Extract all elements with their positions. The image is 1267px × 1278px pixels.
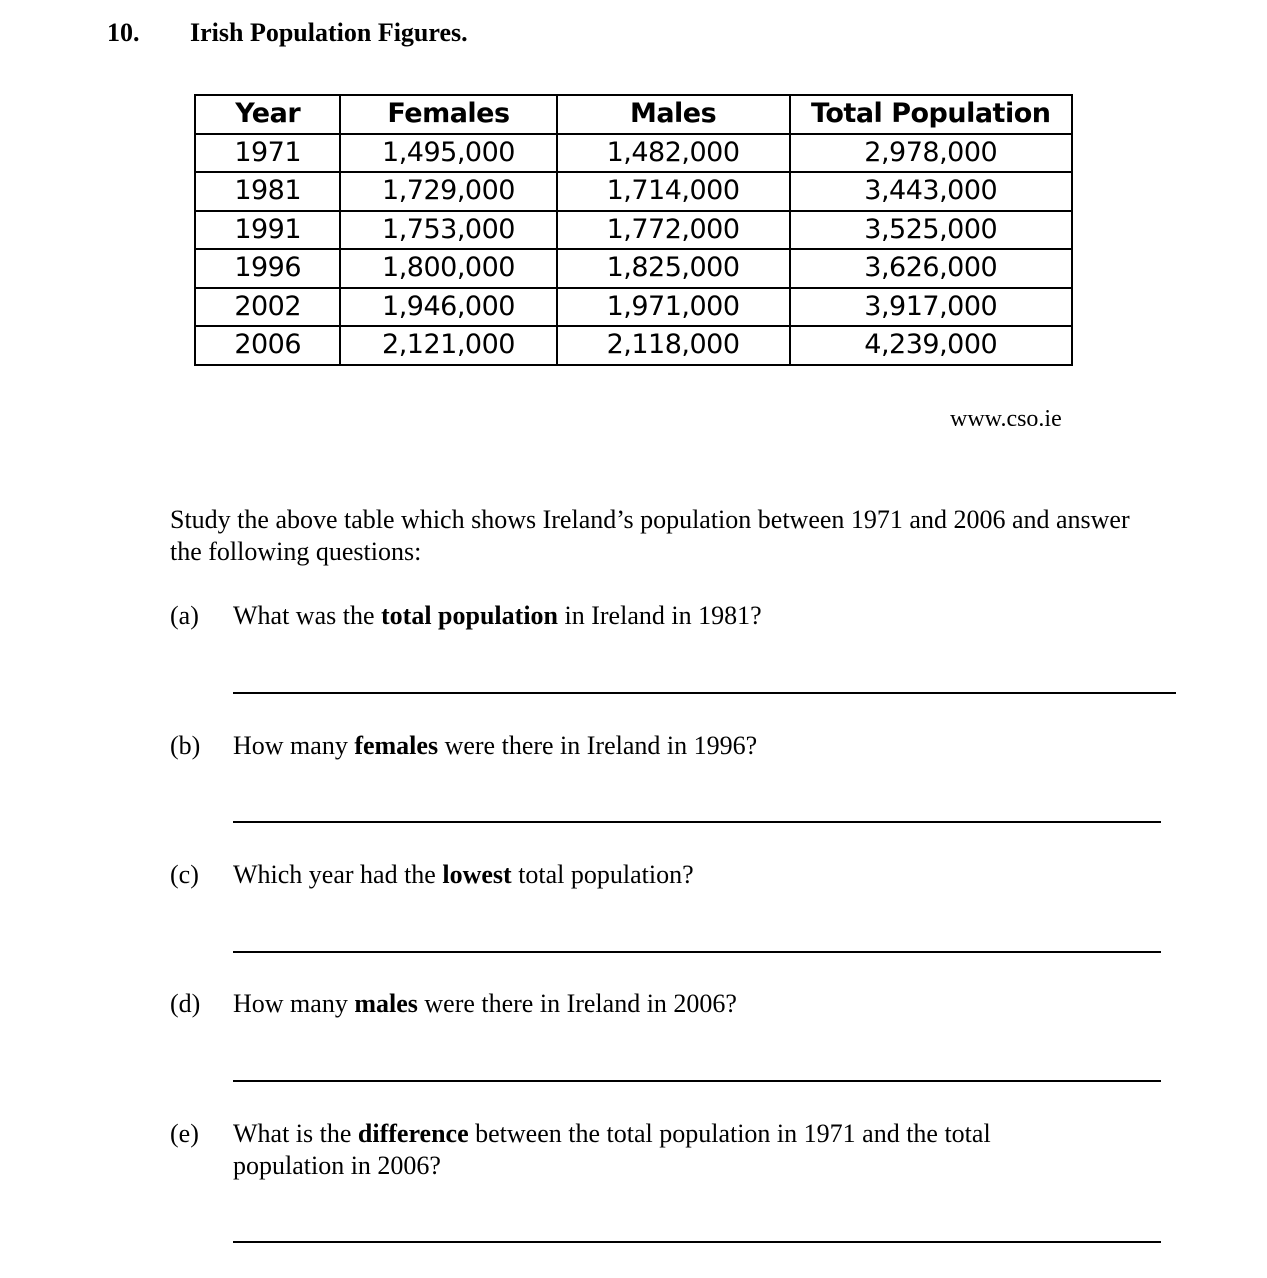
cell-males: 1,482,000 [557, 134, 790, 173]
subquestion-label: (c) [170, 860, 199, 889]
question-title: Irish Population Figures. [190, 18, 468, 47]
cell-females: 1,729,000 [340, 172, 556, 211]
cell-females: 1,753,000 [340, 211, 556, 250]
cell-year: 1981 [195, 172, 340, 211]
cell-females: 2,121,000 [340, 326, 556, 365]
subquestion-label: (e) [170, 1119, 199, 1148]
text-emphasis: lowest [442, 860, 512, 889]
cell-year: 1996 [195, 249, 340, 288]
source-citation: www.cso.ie [950, 406, 1062, 432]
cell-males: 1,772,000 [557, 211, 790, 250]
cell-males: 1,971,000 [557, 288, 790, 327]
text-part: between the total population in 1971 and the total population in 2006? [233, 1119, 991, 1180]
table-row [195, 249, 1072, 288]
table-row [195, 288, 1072, 327]
text-part: in Ireland in 1981? [558, 601, 762, 630]
subquestion-text [233, 859, 1133, 891]
answer-line-a[interactable] [233, 692, 1176, 694]
intro-paragraph: Study the above table which shows Ireland’s population between 1971 and 2006 and answer the following questions: [170, 505, 1130, 566]
header-total-population: Total Population [790, 95, 1072, 134]
text-part: What is the [233, 1119, 358, 1148]
cell-females: 1,800,000 [340, 249, 556, 288]
subquestion-text [233, 600, 1133, 632]
table-header-row [195, 95, 1072, 134]
subquestion-label: (d) [170, 989, 201, 1018]
cell-total: 3,525,000 [790, 211, 1072, 250]
text-part: How many [233, 731, 355, 760]
header-year: Year [195, 95, 340, 134]
subquestion-text [233, 1118, 1073, 1182]
cell-total: 4,239,000 [790, 326, 1072, 365]
text-part: How many [233, 989, 355, 1018]
subquestion-label: (a) [170, 601, 199, 630]
text-emphasis: total population [381, 601, 559, 630]
table-row [195, 211, 1072, 250]
text-part: were there in Ireland in 2006? [417, 989, 737, 1018]
cell-total: 3,626,000 [790, 249, 1072, 288]
text-emphasis: females [354, 731, 439, 760]
cell-total: 3,443,000 [790, 172, 1072, 211]
answer-line-c[interactable] [233, 951, 1161, 953]
subquestion-text [233, 988, 1133, 1020]
header-females: Females [340, 95, 556, 134]
text-emphasis: difference [357, 1119, 469, 1148]
population-table [194, 94, 1073, 366]
answer-line-d[interactable] [233, 1080, 1161, 1082]
cell-males: 2,118,000 [557, 326, 790, 365]
cell-males: 1,825,000 [557, 249, 790, 288]
text-part: total population? [511, 860, 694, 889]
cell-year: 2006 [195, 326, 340, 365]
subquestion-text [233, 730, 1133, 762]
cell-year: 1971 [195, 134, 340, 173]
cell-total: 3,917,000 [790, 288, 1072, 327]
cell-year: 1991 [195, 211, 340, 250]
cell-year: 2002 [195, 288, 340, 327]
text-part: were there in Ireland in 1996? [438, 731, 758, 760]
question-number: 10. [107, 18, 140, 47]
answer-line-b[interactable] [233, 821, 1161, 823]
cell-females: 1,946,000 [340, 288, 556, 327]
cell-total: 2,978,000 [790, 134, 1072, 173]
header-males: Males [557, 95, 790, 134]
table-row [195, 326, 1072, 365]
table-row [195, 172, 1072, 211]
cell-females: 1,495,000 [340, 134, 556, 173]
cell-males: 1,714,000 [557, 172, 790, 211]
table-row [195, 134, 1072, 173]
answer-line-e[interactable] [233, 1241, 1161, 1243]
text-part: Which year had the [233, 860, 443, 889]
subquestion-label: (b) [170, 731, 201, 760]
text-emphasis: males [354, 989, 418, 1018]
text-part: What was the [233, 601, 382, 630]
